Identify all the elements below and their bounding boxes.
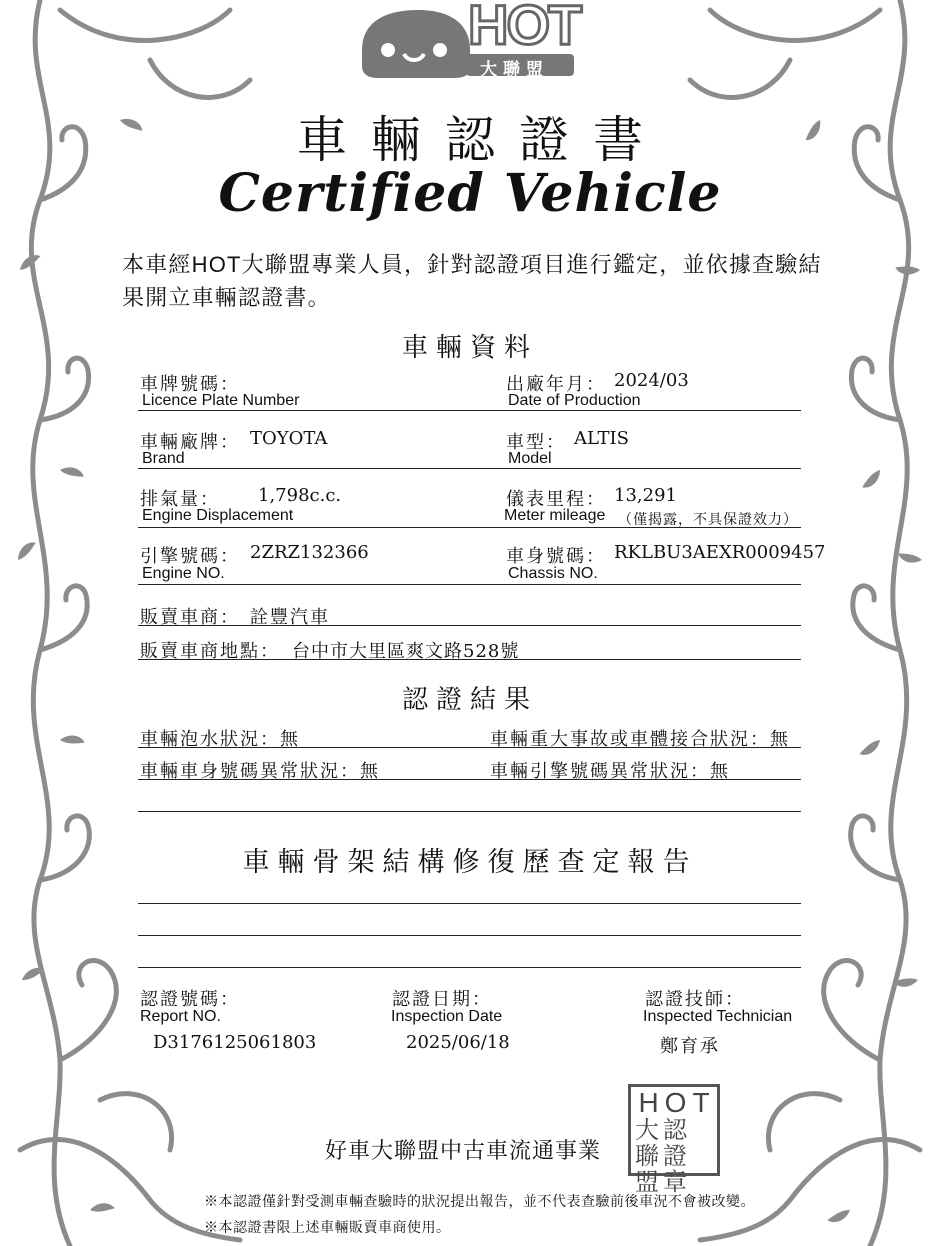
engine-displacement-label: 排氣量：	[140, 489, 220, 510]
divider	[138, 527, 801, 528]
seal-line-3: 認證章	[663, 1116, 687, 1196]
report-no-value: D3176125061803	[153, 1032, 317, 1053]
production-label: 出廠年月：	[506, 374, 606, 395]
production-value: 2024/03	[614, 370, 689, 391]
plate-label: 車牌號碼：	[140, 374, 240, 395]
seal-line-1: HOT	[638, 1087, 716, 1118]
title-chinese: 車輛認證書	[297, 111, 667, 169]
engine-abnormal-status: 車輛引擎號碼異常狀況：無	[490, 761, 730, 782]
inspection-date-label-en: Inspection Date	[391, 1008, 503, 1025]
report-no-label-en: Report NO.	[140, 1008, 221, 1025]
divider	[138, 410, 801, 411]
flood-status: 車輛泡水狀況：無	[140, 729, 300, 750]
divider	[138, 779, 801, 780]
intro-paragraph: 本車經HOT大聯盟專業人員，針對認證項目進行鑑定，並依據查驗結果開立車輛認證書。	[122, 252, 822, 310]
model-label: 車型：	[506, 432, 566, 453]
chassis-label: 車身號碼：	[506, 546, 606, 567]
technician-value: 鄭育承	[660, 1036, 720, 1057]
chassis-abnormal-status: 車輛車身號碼異常狀況：無	[140, 761, 380, 782]
model-value: ALTIS	[574, 428, 629, 449]
technician-label-en: Inspected Technician	[643, 1008, 793, 1025]
divider	[138, 811, 801, 812]
dealer-value: 詮豐汽車	[250, 607, 330, 628]
divider	[138, 468, 801, 469]
divider	[138, 584, 801, 585]
accident-status: 車輛重大事故或車體接合狀況：無	[490, 729, 790, 750]
mileage-value: 13,291	[614, 485, 677, 506]
engine-displacement-label-en: Engine Displacement	[142, 507, 294, 524]
report-no-label: 認證號碼：	[140, 989, 240, 1010]
mileage-label-en: Meter mileage	[504, 507, 606, 524]
divider	[138, 625, 801, 626]
seal-line-2: 大聯盟	[635, 1116, 659, 1196]
dealer-label: 販賣車商：	[140, 607, 240, 628]
chassis-value: RKLBU3AEXR0009457	[614, 542, 826, 563]
divider	[138, 967, 801, 968]
technician-label: 認證技師：	[645, 989, 745, 1010]
engine-no-value: 2ZRZ132366	[250, 542, 369, 563]
model-label-en: Model	[508, 450, 552, 467]
divider	[138, 659, 801, 660]
note-2: ※本認證書限上述車輛販賣車商使用。	[204, 1220, 451, 1236]
vehicle-section-title: 車輛資料	[401, 333, 538, 363]
official-seal	[628, 1084, 720, 1196]
logo-sub: 大聯盟	[480, 60, 549, 79]
plate-label-en: Licence Plate Number	[142, 392, 300, 409]
engine-no-label-en: Engine NO.	[142, 565, 225, 582]
production-label-en: Date of Production	[508, 392, 641, 409]
mileage-label: 儀表里程：	[506, 489, 606, 510]
brand-label-en: Brand	[142, 450, 185, 467]
issuer-name: 好車大聯盟中古車流通事業	[325, 1138, 602, 1163]
report-title: 車輛骨架結構修復歷查定報告	[242, 847, 698, 878]
engine-displacement-value: 1,798c.c.	[258, 485, 342, 506]
engine-no-label: 引擎號碼：	[140, 546, 240, 567]
divider	[138, 747, 801, 748]
brand-value: TOYOTA	[250, 428, 328, 449]
inspection-date-value: 2025/06/18	[406, 1032, 510, 1053]
logo-brand: HOT	[468, 0, 581, 56]
divider	[138, 903, 801, 904]
dealer-address-value: 台中市大里區爽文路528號	[292, 641, 520, 662]
hot-logo	[358, 0, 581, 80]
result-section-title: 認證結果	[401, 685, 538, 715]
divider	[138, 935, 801, 936]
mileage-note: （僅揭露，不具保證效力）	[618, 512, 798, 528]
dealer-address-label: 販賣車商地點：	[140, 641, 280, 662]
chassis-label-en: Chassis NO.	[508, 565, 598, 582]
inspection-date-label: 認證日期：	[392, 989, 492, 1010]
brand-label: 車輛廠牌：	[140, 432, 240, 453]
title-english: Certified Vehicle	[218, 163, 722, 224]
note-1: ※本認證僅針對受測車輛查驗時的狀況提出報告，並不代表查驗前後車況不會被改變。	[204, 1194, 755, 1210]
